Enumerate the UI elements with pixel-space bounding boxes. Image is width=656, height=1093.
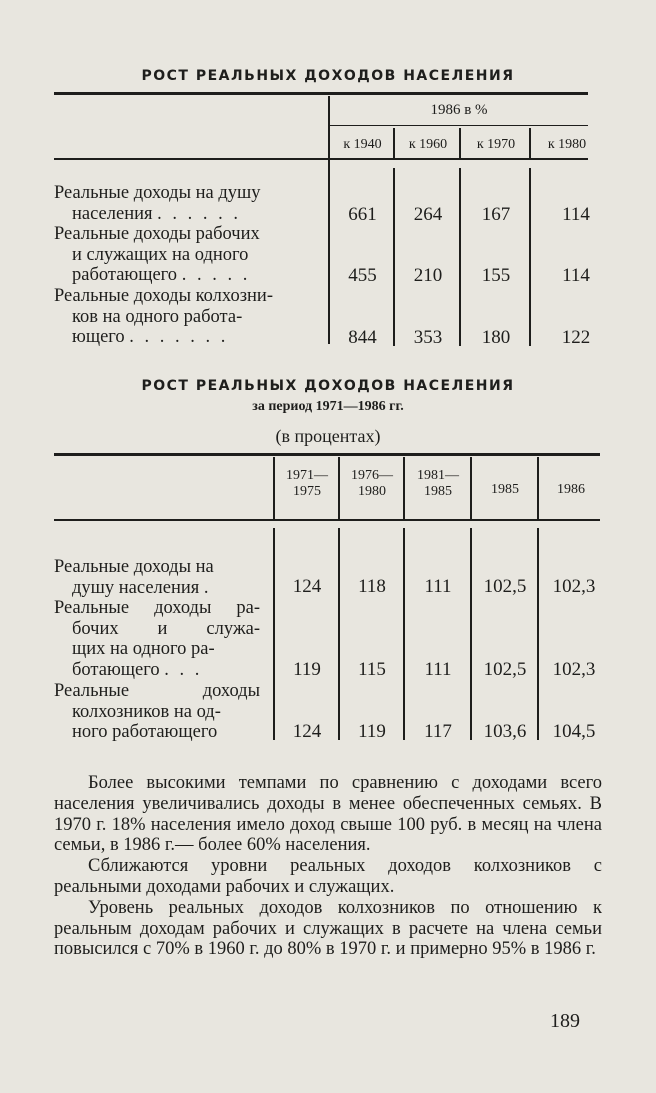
table2-units-note: (в процентах) (275, 426, 381, 446)
table1-cell: 844 (348, 327, 377, 348)
table1-col-header: к 1940 (343, 137, 382, 152)
table2-col-divider (403, 528, 405, 740)
table2-cell: 102,5 (483, 659, 527, 680)
paragraph: Уровень реальных доходов колхозников по отношению к реальным доходам рабочих и служащих в расчете на члена семьи повысился с 70% в 1960 г. до 80% в 1970 г. и примерно 95% в 1986 г. (54, 897, 602, 960)
table2-title: РОСТ РЕАЛЬНЫХ ДОХОДОВ НАСЕЛЕНИЯ (141, 378, 515, 394)
table1-cell: 210 (413, 265, 443, 286)
table1-row-label: Реальные доходы колхозни- ков на одного работа- ющего . . . . . . . (54, 286, 273, 348)
table1-col-divider (529, 128, 531, 158)
table2-row-label: Реальные доходы на душу населения . (54, 557, 214, 598)
table1-row-label: Реальные доходы рабочих и служащих на одного работающего . . . . . (54, 224, 260, 286)
table1-cell: 180 (481, 327, 511, 348)
table1-group-header: 1986 в % (430, 102, 488, 118)
table2-cell: 111 (424, 576, 452, 597)
page-number: 189 (550, 1010, 580, 1032)
table2-cell: 104,5 (552, 721, 596, 742)
paragraph: Более высокими темпами по сравнению с доходами всего населения увеличивались доходы в менее обеспеченных семьях. В 1970 г. 18% населения имело доход свыше 100 руб. в месяц на члена семьи, в 1986 г.— более 60% населения. (54, 773, 602, 856)
table2-col-divider (403, 457, 405, 519)
table2-col-header: 1985 (491, 482, 519, 497)
table1-col-divider (529, 168, 531, 346)
table2-col-header: 1981— 1985 (417, 468, 459, 500)
table2-col-divider (273, 528, 275, 740)
table1-cell: 455 (348, 265, 377, 286)
table1-cell: 155 (481, 265, 511, 286)
table1-col-divider (328, 96, 330, 344)
table2-row-label: Реальные доходы ра- бочих и служа- щих на одного ра- ботающего . . . (54, 598, 260, 681)
table1-header-rule (54, 158, 588, 160)
table2-top-rule (54, 453, 600, 456)
table2-col-header: 1986 (557, 482, 585, 497)
table1-title: РОСТ РЕАЛЬНЫХ ДОХОДОВ НАСЕЛЕНИЯ (141, 68, 515, 84)
table2-col-divider (537, 528, 539, 740)
table2-cell: 102,5 (483, 576, 527, 597)
table1-cell: 264 (413, 204, 443, 225)
table1-top-rule (54, 92, 588, 95)
table2-header-rule (54, 519, 600, 521)
table1-col-header: к 1960 (408, 137, 448, 152)
table2-col-header: 1971— 1975 (286, 468, 328, 500)
table2-cell: 124 (292, 576, 322, 597)
table2-cell: 124 (292, 721, 322, 742)
table1-row-label: Реальные доходы на душу населения . . . . . . (54, 183, 261, 224)
table2-col-divider (470, 457, 472, 519)
table2-cell: 102,3 (552, 659, 596, 680)
table2-col-divider (338, 528, 340, 740)
table2-cell: 103,6 (483, 721, 527, 742)
table1-col-divider (459, 128, 461, 158)
table2-col-divider (273, 457, 275, 519)
table2-cell: 119 (358, 721, 386, 742)
table2-col-divider (470, 528, 472, 740)
table2-col-divider (338, 457, 340, 519)
table2-cell: 102,3 (552, 576, 596, 597)
table2-cell: 111 (424, 659, 452, 680)
table2-cell: 118 (358, 576, 386, 597)
table1-col-divider (393, 128, 395, 158)
table1-cell: 353 (413, 327, 443, 348)
table2-col-header: 1976— 1980 (351, 468, 393, 500)
table1-col-divider (459, 168, 461, 346)
table1-col-header: к 1980 (547, 137, 587, 152)
table1-cell: 167 (481, 204, 511, 225)
body-text (54, 773, 602, 960)
table2-cell: 117 (424, 721, 452, 742)
table1-group-rule (330, 125, 588, 126)
paragraph: Сближаются уровни реальных доходов колхозников с реальными доходами рабочих и служащих. (54, 856, 602, 897)
table2-row-label: Реальные доходы колхозников на од- ного работающего (54, 681, 260, 743)
table1-cell: 114 (562, 265, 590, 286)
table1-cell: 661 (348, 204, 377, 225)
table2-subtitle: за период 1971—1986 гг. (252, 399, 404, 414)
table2-cell: 115 (358, 659, 386, 680)
table1-cell: 122 (561, 327, 591, 348)
table1-col-header: к 1970 (476, 137, 516, 152)
table1-cell: 114 (562, 204, 590, 225)
table2-col-divider (537, 457, 539, 519)
table1-col-divider (393, 168, 395, 346)
table2-cell: 119 (293, 659, 321, 680)
